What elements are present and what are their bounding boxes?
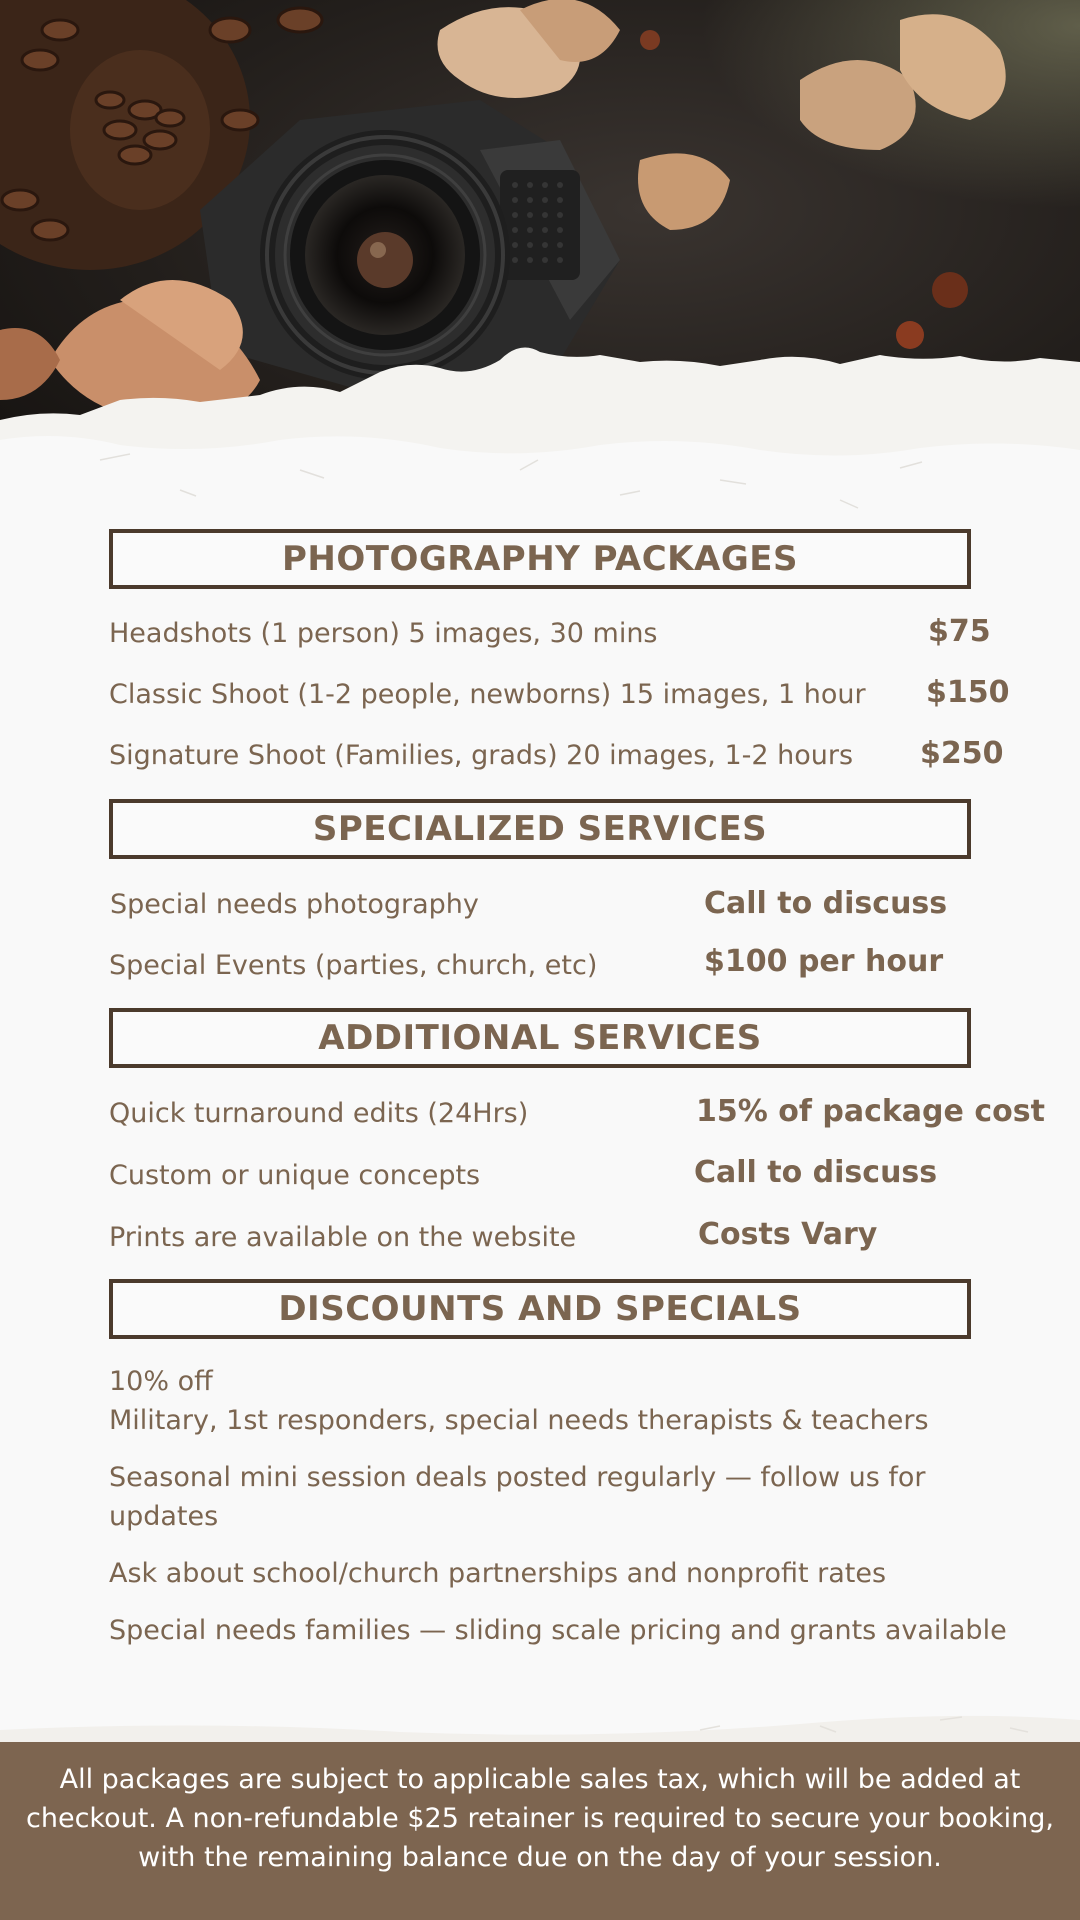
specialized-label-events: Special Events (parties, church, etc) [109, 950, 598, 981]
package-price-headshots: $75 [928, 614, 991, 649]
additional-label-custom: Custom or unique concepts [109, 1160, 481, 1191]
discount-item-military: Military, 1st responders, special needs therapists & teachers [109, 1405, 929, 1436]
package-label-classic: Classic Shoot (1-2 people, newborns) 15 images, 1 hour [109, 679, 866, 710]
footer-terms: All packages are subject to applicable sales tax, which will be added at checkout. A non-refundable $25 retainer is required to secure your booking, with the remaining balance due on the day of your session. [0, 1742, 1080, 1920]
discount-headline: 10% off [109, 1366, 213, 1397]
discount-item-seasonal: Seasonal mini session deals posted regularly — follow us for updates [109, 1462, 926, 1532]
specialized-price-events: $100 per hour [704, 944, 944, 979]
additional-label-quick-edits: Quick turnaround edits (24Hrs) [109, 1098, 529, 1129]
specialized-price-special-needs: Call to discuss [704, 886, 948, 921]
package-price-classic: $150 [926, 675, 1010, 710]
section-header-specialized-services: SPECIALIZED SERVICES [109, 799, 971, 859]
additional-price-prints: Costs Vary [698, 1217, 878, 1252]
additional-label-prints: Prints are available on the website [109, 1222, 577, 1253]
package-price-signature: $250 [920, 736, 1004, 771]
section-header-discounts: DISCOUNTS AND SPECIALS [109, 1279, 971, 1339]
paper-texture-divider [0, 1680, 1080, 1744]
additional-price-quick-edits: 15% of package cost [696, 1094, 1045, 1129]
section-header-photography-packages: PHOTOGRAPHY PACKAGES [109, 529, 971, 589]
additional-price-custom: Call to discuss [694, 1155, 938, 1190]
discount-item-special-needs: Special needs families — sliding scale pricing and grants available [109, 1615, 1007, 1646]
package-label-headshots: Headshots (1 person) 5 images, 30 mins [109, 618, 658, 649]
package-label-signature: Signature Shoot (Families, grads) 20 images, 1-2 hours [109, 740, 854, 771]
section-header-additional-services: ADDITIONAL SERVICES [109, 1008, 971, 1068]
specialized-label-special-needs: Special needs photography [110, 889, 479, 920]
discount-item-partnerships: Ask about school/church partnerships and nonprofit rates [109, 1558, 887, 1589]
